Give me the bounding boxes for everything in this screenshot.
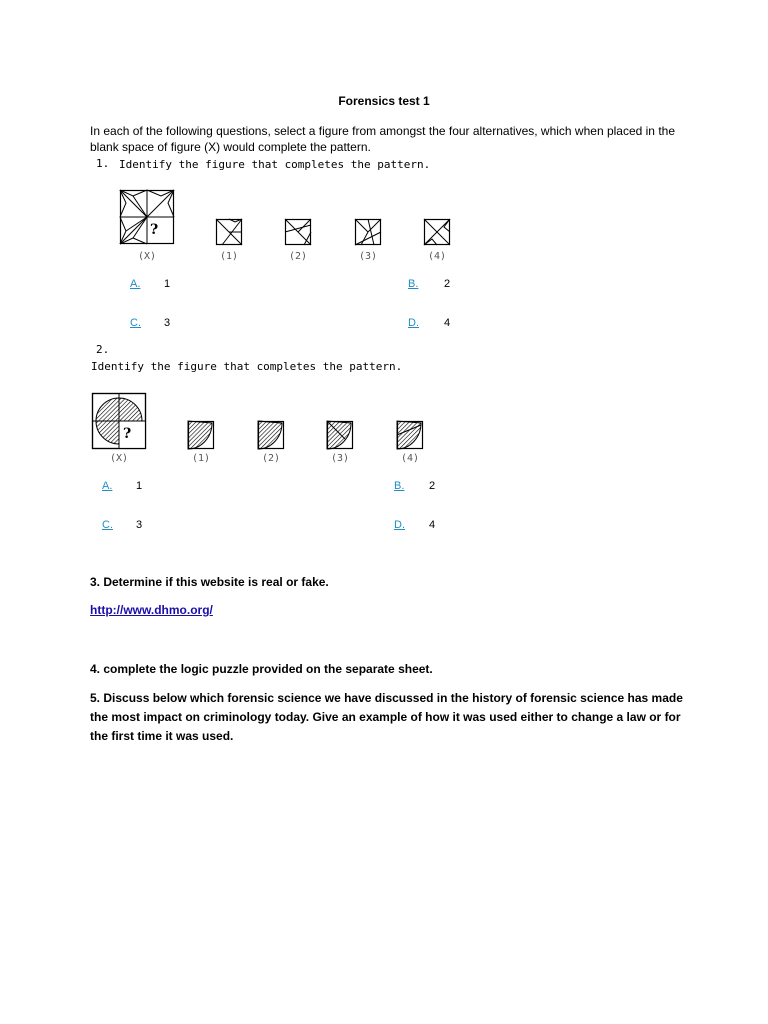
q2-caption-2: (2) bbox=[261, 453, 281, 464]
q2-option-d-value: 4 bbox=[429, 519, 436, 531]
q1-option-a-link[interactable]: A. bbox=[130, 278, 141, 290]
q2-number: 2. bbox=[96, 343, 110, 356]
q1-option-b-link[interactable]: B. bbox=[408, 278, 419, 290]
q2-question-mark: ? bbox=[123, 426, 132, 442]
q1-option-figure-3[interactable] bbox=[355, 219, 381, 245]
q2-option-a-value: 1 bbox=[136, 480, 143, 492]
q3-website-link[interactable]: http://www.dhmo.org/ bbox=[90, 603, 213, 617]
q1-prompt: Identify the figure that completes the pattern. bbox=[119, 158, 431, 171]
q1-option-figure-4[interactable] bbox=[424, 219, 450, 245]
q2-option-figure-2[interactable] bbox=[258, 421, 284, 449]
q2-option-figure-1[interactable] bbox=[188, 421, 214, 449]
q1-number: 1. bbox=[96, 157, 110, 170]
q1-option-c-link[interactable]: C. bbox=[130, 317, 141, 329]
q2-prompt: Identify the figure that completes the pattern. bbox=[91, 360, 403, 373]
q2-option-c-link[interactable]: C. bbox=[102, 519, 113, 531]
q3-text: 3. Determine if this website is real or fake. bbox=[90, 575, 329, 589]
q2-option-b-link[interactable]: B. bbox=[394, 480, 405, 492]
document-title: Forensics test 1 bbox=[338, 94, 430, 108]
q1-figure-x bbox=[120, 190, 174, 244]
q1-caption-x: (X) bbox=[137, 251, 157, 262]
instructions: In each of the following questions, select a figure from amongst the four alternatives, which when placed in the blank space of figure (X) would complete the pattern. bbox=[90, 124, 675, 154]
q2-option-d-link[interactable]: D. bbox=[394, 519, 405, 531]
q1-question-mark: ? bbox=[150, 222, 159, 238]
q1-caption-1: (1) bbox=[219, 251, 239, 262]
q1-option-figure-2[interactable] bbox=[285, 219, 311, 245]
q1-option-d-link[interactable]: D. bbox=[408, 317, 419, 329]
q2-option-a-link[interactable]: A. bbox=[102, 480, 113, 492]
q2-option-figure-3[interactable] bbox=[327, 421, 353, 449]
q1-option-d-value: 4 bbox=[444, 317, 451, 329]
q2-option-b-value: 2 bbox=[429, 480, 436, 492]
q1-option-figure-1[interactable] bbox=[216, 219, 242, 245]
q1-caption-4: (4) bbox=[427, 251, 447, 262]
q1-option-c-value: 3 bbox=[164, 317, 171, 329]
q1-caption-2: (2) bbox=[288, 251, 308, 262]
q2-figure-x bbox=[92, 393, 146, 449]
q1-option-a-value: 1 bbox=[164, 278, 171, 290]
q2-option-c-value: 3 bbox=[136, 519, 143, 531]
q2-caption-4: (4) bbox=[400, 453, 420, 464]
q2-caption-x: (X) bbox=[109, 453, 129, 464]
q1-option-b-value: 2 bbox=[444, 278, 451, 290]
q5-text: 5. Discuss below which forensic science we have discussed in the history of forensic science has made the most impact on criminology today. Give an example of how it was used either to change a law or for the first time it was used. bbox=[90, 691, 683, 743]
q2-caption-1: (1) bbox=[191, 453, 211, 464]
q4-text: 4. complete the logic puzzle provided on the separate sheet. bbox=[90, 662, 433, 676]
q2-option-figure-4[interactable] bbox=[397, 421, 423, 449]
q2-caption-3: (3) bbox=[330, 453, 350, 464]
q1-caption-3: (3) bbox=[358, 251, 378, 262]
